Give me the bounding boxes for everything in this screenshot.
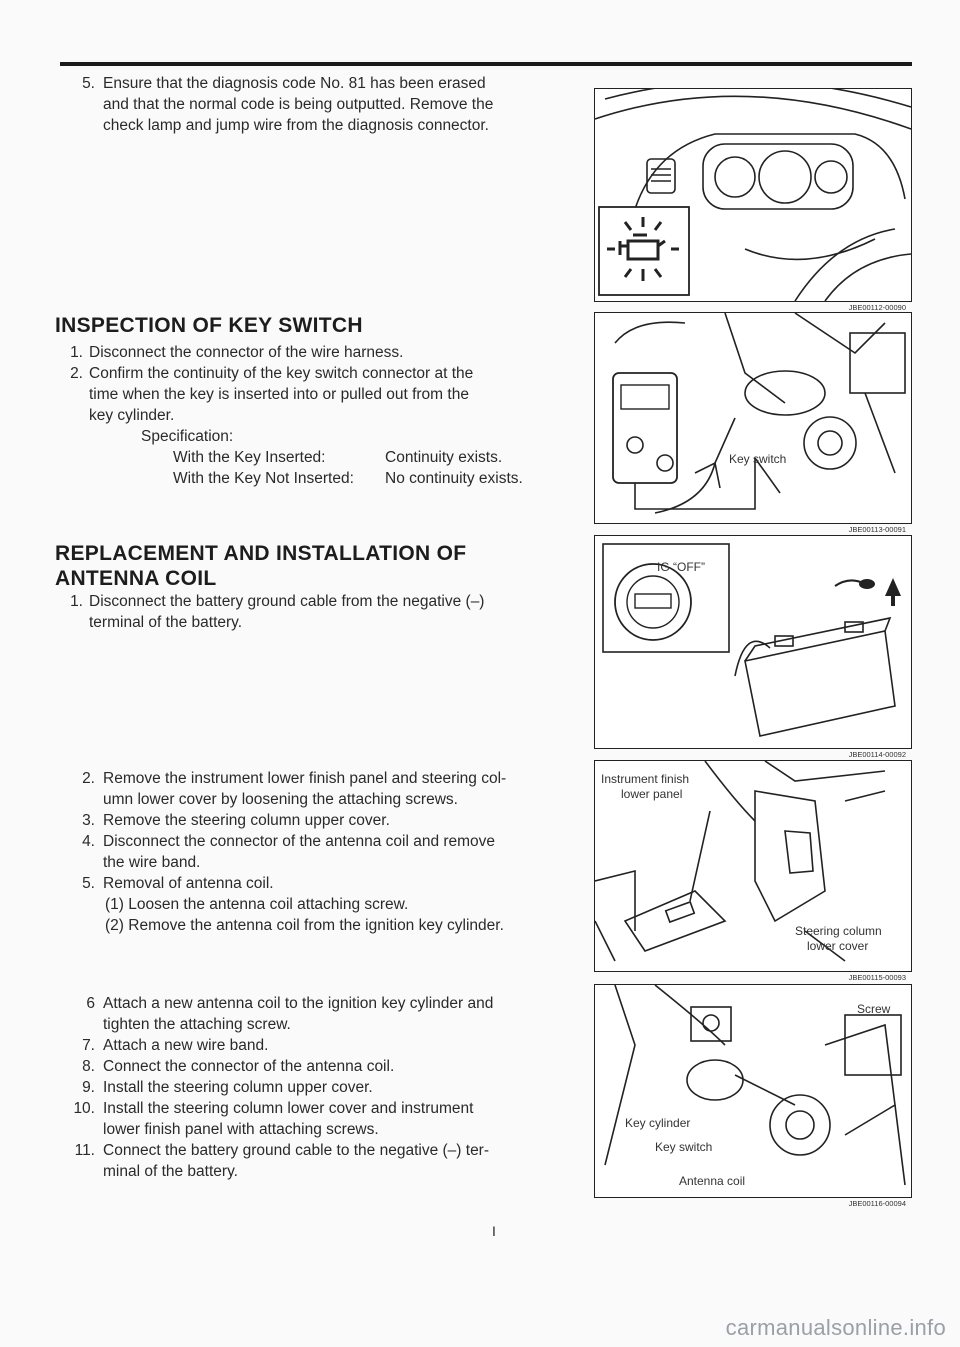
dashboard-illustration bbox=[595, 89, 911, 301]
steering-column-illustration bbox=[595, 761, 911, 971]
page-number: I bbox=[492, 1223, 496, 1239]
figure-code: JBE00112-00090 bbox=[848, 303, 906, 312]
key-switch-illustration bbox=[595, 313, 911, 523]
step-text-line: Attach a new antenna coil to the ignition key cylinder and bbox=[103, 995, 494, 1012]
step-item bbox=[55, 73, 575, 136]
replacement-section bbox=[55, 543, 575, 633]
step-item bbox=[55, 1035, 575, 1056]
label-ig-off: IG “OFF” bbox=[657, 560, 705, 574]
figure-dashboard-check-lamp bbox=[594, 88, 912, 302]
step-number: 9. bbox=[82, 1079, 95, 1096]
label-screw: Screw bbox=[857, 1002, 891, 1016]
watermark: carmanualsonline.info bbox=[725, 1315, 946, 1340]
step-item bbox=[55, 1140, 575, 1182]
substep-text: (2) Remove the antenna coil from the ignition key cylinder. bbox=[105, 917, 504, 934]
figure-code: JBE00115-00093 bbox=[848, 973, 906, 982]
step-item bbox=[55, 768, 575, 810]
step-number: 7. bbox=[82, 1037, 95, 1054]
step-text-line: Removal of antenna coil. bbox=[103, 875, 274, 892]
spec-value: No continuity exists. bbox=[385, 470, 523, 487]
section-heading: REPLACEMENT AND INSTALLATION OF bbox=[55, 542, 467, 565]
step-text-line: Connect the battery ground cable to the negative (–) ter- bbox=[103, 1142, 490, 1159]
antenna-coil-illustration bbox=[595, 985, 911, 1197]
label-key-switch: Key switch bbox=[655, 1140, 713, 1154]
figure-key-switch-test bbox=[594, 312, 912, 524]
step-text-line: lower finish panel with attaching screws. bbox=[103, 1121, 379, 1138]
step-text-line: tighten the attaching screw. bbox=[103, 1016, 291, 1033]
step-text-line: Attach a new wire band. bbox=[103, 1037, 269, 1054]
step-number: 1. bbox=[70, 344, 83, 361]
step-item bbox=[55, 363, 575, 426]
step-number: 11. bbox=[74, 1142, 95, 1159]
label-panel-line2: lower panel bbox=[621, 787, 683, 801]
inspection-section bbox=[55, 315, 575, 489]
step-number: 3. bbox=[82, 812, 95, 829]
step-text-line: check lamp and jump wire from the diagnosis connector. bbox=[103, 117, 489, 134]
battery-icon bbox=[735, 618, 895, 736]
step-item bbox=[55, 873, 575, 894]
step-text-line: terminal of the battery. bbox=[89, 614, 243, 631]
step-number: 2. bbox=[70, 365, 83, 382]
label-cover-line2: lower cover bbox=[807, 939, 869, 953]
step-text-line: minal of the battery. bbox=[103, 1163, 238, 1180]
step-number: 6 bbox=[86, 995, 95, 1012]
step-number: 1. bbox=[70, 593, 83, 610]
section-heading: ANTENNA COIL bbox=[55, 567, 217, 590]
arrow-up-icon bbox=[885, 578, 901, 606]
step-text-line: Disconnect the battery ground cable from the negative (–) bbox=[89, 593, 485, 610]
step-item bbox=[55, 1056, 575, 1077]
step-text-line: and that the normal code is being outputted. Remove the bbox=[103, 96, 494, 113]
step-number: 8. bbox=[82, 1058, 95, 1075]
section-heading: INSPECTION OF KEY SWITCH bbox=[55, 314, 363, 337]
step-item bbox=[55, 1077, 575, 1098]
step-text-line: Disconnect the connector of the wire harness. bbox=[89, 344, 404, 361]
label-key-switch: Key switch bbox=[729, 452, 787, 466]
step-text-line: Install the steering column lower cover and instrument bbox=[103, 1100, 474, 1117]
step-item bbox=[55, 1098, 575, 1140]
substep-text: (1) Loosen the antenna coil attaching screw. bbox=[105, 896, 409, 913]
spec-key: With the Key Not Inserted: bbox=[173, 470, 354, 487]
step-text-line: key cylinder. bbox=[89, 407, 175, 424]
substep-line bbox=[55, 915, 575, 936]
step-text-line: time when the key is inserted into or pulled out from the bbox=[89, 386, 469, 403]
label-cover-line1: Steering column bbox=[795, 924, 882, 938]
spec-value: Continuity exists. bbox=[385, 449, 503, 466]
battery-illustration bbox=[595, 536, 911, 748]
step-text-line: umn lower cover by loosening the attaching screws. bbox=[103, 791, 458, 808]
spec-row bbox=[55, 447, 575, 468]
step-text-line: the wire band. bbox=[103, 854, 201, 871]
step-text-line: Connect the connector of the antenna coil. bbox=[103, 1058, 395, 1075]
figure-antenna-coil bbox=[594, 984, 912, 1198]
installation-steps bbox=[55, 993, 575, 1182]
step-text-line: Remove the steering column upper cover. bbox=[103, 812, 390, 829]
spec-row bbox=[55, 468, 575, 489]
figure-code: JBE00114-00092 bbox=[848, 750, 906, 759]
substep-line bbox=[55, 894, 575, 915]
figure-code: JBE00116-00094 bbox=[848, 1199, 906, 1208]
step-number: 10. bbox=[73, 1100, 95, 1117]
step-item bbox=[55, 993, 575, 1035]
figure-code: JBE00113-00091 bbox=[848, 525, 906, 534]
step-number: 5. bbox=[82, 75, 95, 92]
label-panel-line1: Instrument finish bbox=[601, 772, 690, 786]
label-antenna-coil: Antenna coil bbox=[679, 1174, 746, 1188]
step-item bbox=[55, 810, 575, 831]
figure-battery-ig-off bbox=[594, 535, 912, 749]
step-item bbox=[55, 831, 575, 873]
spec-label: Specification: bbox=[141, 428, 234, 445]
step-number: 2. bbox=[82, 770, 95, 787]
step-item bbox=[55, 591, 575, 633]
step-5-block bbox=[55, 73, 575, 136]
step-number: 5. bbox=[82, 875, 95, 892]
figure-lower-panels bbox=[594, 760, 912, 972]
removal-steps bbox=[55, 768, 575, 936]
step-text-line: Install the steering column upper cover. bbox=[103, 1079, 373, 1096]
step-text-line: Disconnect the connector of the antenna coil and remove bbox=[103, 833, 496, 850]
header-rule bbox=[60, 62, 912, 66]
step-text-line: Confirm the continuity of the key switch connector at the bbox=[89, 365, 474, 382]
step-number: 4. bbox=[82, 833, 95, 850]
label-key-cylinder: Key cylinder bbox=[625, 1116, 691, 1130]
spec-key: With the Key Inserted: bbox=[173, 449, 326, 466]
step-text-line: Ensure that the diagnosis code No. 81 has been erased bbox=[103, 75, 486, 92]
step-text-line: Remove the instrument lower finish panel and steering col- bbox=[103, 770, 507, 787]
step-item bbox=[55, 342, 575, 363]
